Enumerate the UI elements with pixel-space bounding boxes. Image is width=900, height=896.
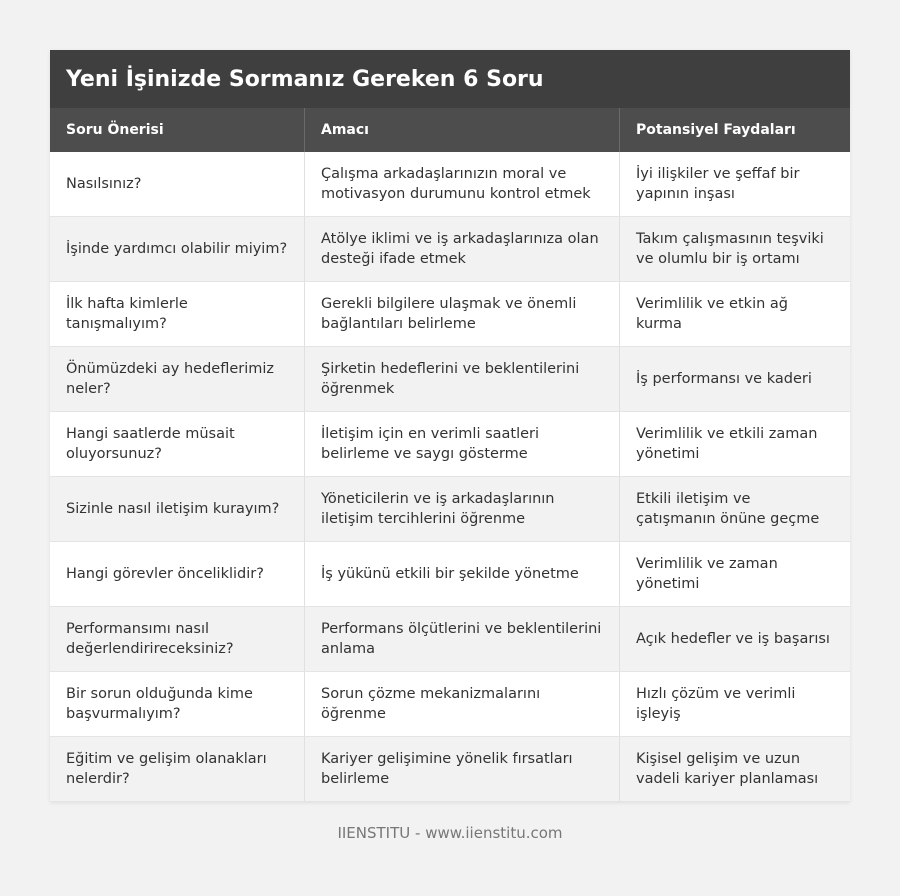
- purpose-cell: Şirketin hedeflerini ve beklentilerini öğrenmek: [305, 347, 620, 411]
- question-cell: Önümüzdeki ay hedeflerimiz neler?: [50, 347, 305, 411]
- table-row: [50, 282, 850, 347]
- question-cell: Bir sorun olduğunda kime başvurmalıyım?: [50, 672, 305, 736]
- purpose-cell: Gerekli bilgilere ulaşmak ve önemli bağlantıları belirleme: [305, 282, 620, 346]
- benefit-cell: İş performansı ve kaderi: [636, 371, 812, 387]
- table-row: [50, 347, 850, 412]
- table-header-row: [50, 108, 850, 152]
- question-cell: Sizinle nasıl iletişim kurayım?: [50, 477, 305, 541]
- question-cell: Hangi görevler önceliklidir?: [50, 542, 305, 606]
- benefit-cell: Verimlilik ve etkin ağ kurma: [636, 296, 788, 332]
- table-row: [50, 542, 850, 607]
- header-question: Soru Önerisi: [50, 108, 305, 152]
- questions-table: [50, 50, 850, 802]
- table-title: Yeni İşinizde Sormanız Gereken 6 Soru: [50, 50, 850, 108]
- question-cell: Hangi saatlerde müsait oluyorsunuz?: [50, 412, 305, 476]
- header-purpose: Amacı: [305, 108, 620, 152]
- benefit-cell: Takım çalışmasının teşviki ve olumlu bir iş ortamı: [636, 231, 824, 267]
- table-row: [50, 217, 850, 282]
- purpose-cell: Atölye iklimi ve iş arkadaşlarınıza olan desteği ifade etmek: [305, 217, 620, 281]
- purpose-cell: İletişim için en verimli saatleri belirleme ve saygı gösterme: [305, 412, 620, 476]
- table-row: [50, 607, 850, 672]
- question-cell: Performansımı nasıl değerlendirireceksiniz?: [50, 607, 305, 671]
- table-row: [50, 412, 850, 477]
- benefit-cell: Kişisel gelişim ve uzun vadeli kariyer planlaması: [636, 751, 819, 787]
- benefit-cell: Etkili iletişim ve çatışmanın önüne geçme: [636, 491, 820, 527]
- benefit-cell: Verimlilik ve etkili zaman yönetimi: [636, 426, 818, 462]
- question-cell: İşinde yardımcı olabilir miyim?: [50, 217, 305, 281]
- question-cell: İlk hafta kimlerle tanışmalıyım?: [50, 282, 305, 346]
- purpose-cell: Yöneticilerin ve iş arkadaşlarının iletişim tercihlerini öğrenme: [305, 477, 620, 541]
- purpose-cell: Performans ölçütlerini ve beklentilerini anlama: [305, 607, 620, 671]
- purpose-cell: Kariyer gelişimine yönelik fırsatları belirleme: [305, 737, 620, 801]
- footer-credit: IIENSTITU - www.iienstitu.com: [337, 824, 563, 842]
- header-benefits: Potansiyel Faydaları: [636, 122, 796, 138]
- benefit-cell: Açık hedefler ve iş başarısı: [636, 631, 830, 647]
- benefit-cell: Verimlilik ve zaman yönetimi: [636, 556, 778, 592]
- benefit-cell: Hızlı çözüm ve verimli işleyiş: [636, 686, 796, 722]
- table-row: [50, 152, 850, 217]
- purpose-cell: İş yükünü etkili bir şekilde yönetme: [305, 542, 620, 606]
- purpose-cell: Sorun çözme mekanizmalarını öğrenme: [305, 672, 620, 736]
- benefit-cell: İyi ilişkiler ve şeffaf bir yapının inşası: [636, 166, 800, 202]
- purpose-cell: Çalışma arkadaşlarınızın moral ve motivasyon durumunu kontrol etmek: [305, 152, 620, 216]
- table-row: [50, 477, 850, 542]
- table-row: [50, 737, 850, 802]
- question-cell: Eğitim ve gelişim olanakları nelerdir?: [50, 737, 305, 801]
- question-cell: Nasılsınız?: [50, 152, 305, 216]
- table-row: [50, 672, 850, 737]
